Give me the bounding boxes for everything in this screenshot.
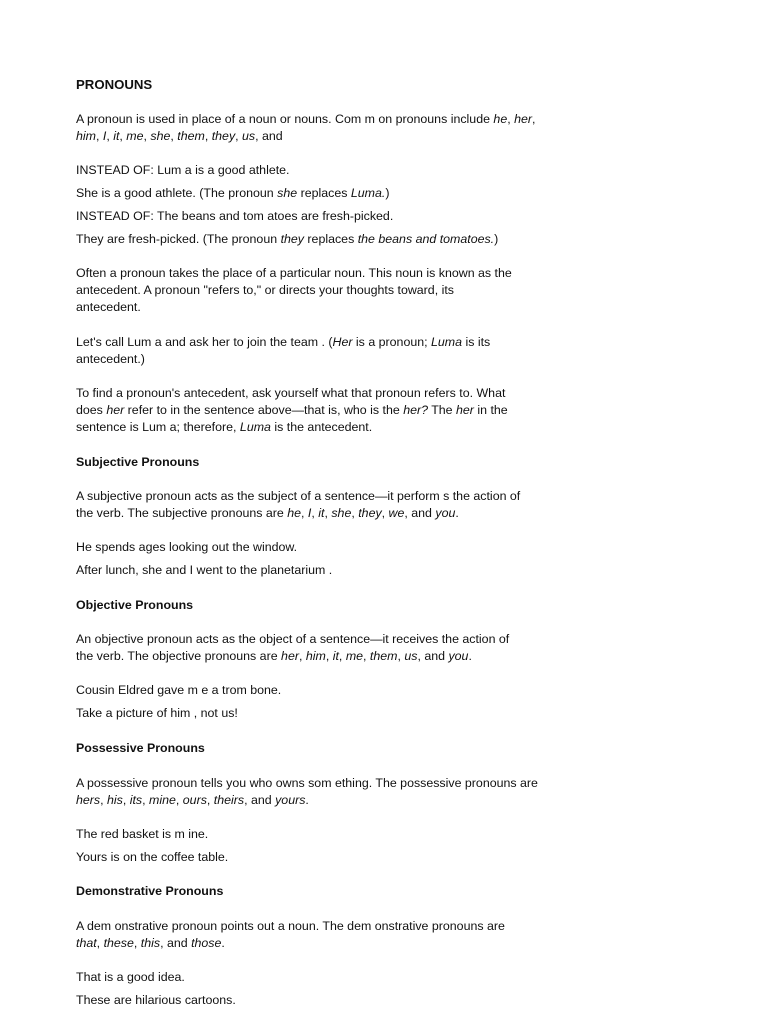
demonstrative-heading: Demonstrative Pronouns — [76, 884, 224, 898]
page-title: PRONOUNS — [76, 77, 153, 92]
intro-line-1: A pronoun is used in place of a noun or nouns. Com m on pronouns include he, her, — [76, 112, 536, 126]
subjective-example-2: After lunch, she and I went to the planetarium . — [76, 563, 333, 577]
subjective-line-1: A subjective pronoun acts as the subject of a sentence—it perform s the action of — [76, 489, 521, 503]
find-line-2: does her refer to in the sentence above—that is, who is the her? The her in the — [76, 403, 508, 417]
subjective-example-1: He spends ages looking out the window. — [76, 540, 298, 554]
call-line-2: antecedent.) — [76, 352, 145, 366]
subjective-heading: Subjective Pronouns — [76, 455, 200, 469]
call-line-1: Let's call Lum a and ask her to join the team . (Her is a pronoun; Luma is its — [76, 335, 491, 349]
objective-example-1: Cousin Eldred gave m e a trom bone. — [76, 683, 282, 697]
objective-example-2: Take a picture of him , not us! — [76, 706, 238, 720]
possessive-heading: Possessive Pronouns — [76, 741, 205, 755]
example-sentence-1: She is a good athlete. (The pronoun she replaces Luma.) — [76, 186, 390, 200]
demonstrative-example-2: These are hilarious cartoons. — [76, 993, 236, 1007]
intro-line-2: him, I, it, me, she, them, they, us, and — [76, 129, 283, 143]
objective-line-2: the verb. The objective pronouns are her, him, it, me, them, us, and you. — [76, 649, 472, 663]
find-line-3: sentence is Lum a; therefore, Luma is the antecedent. — [76, 420, 373, 434]
demonstrative-example-1: That is a good idea. — [76, 970, 185, 984]
antecedent-line-1: Often a pronoun takes the place of a particular noun. This noun is known as the — [76, 266, 512, 280]
objective-heading: Objective Pronouns — [76, 598, 194, 612]
possessive-line-2: hers, his, its, mine, ours, theirs, and yours. — [76, 793, 309, 807]
example-instead-1: INSTEAD OF: Lum a is a good athlete. — [76, 163, 290, 177]
possessive-example-1: The red basket is m ine. — [76, 827, 209, 841]
possessive-line-1: A possessive pronoun tells you who owns som ething. The possessive pronouns are — [76, 776, 538, 790]
antecedent-line-2: antecedent. A pronoun "refers to," or directs your thoughts toward, its — [76, 283, 454, 297]
demonstrative-line-2: that, these, this, and those. — [76, 936, 225, 950]
demonstrative-line-1: A dem onstrative pronoun points out a noun. The dem onstrative pronouns are — [76, 919, 505, 933]
objective-line-1: An objective pronoun acts as the object of a sentence—it receives the action of — [76, 632, 510, 646]
antecedent-line-3: antecedent. — [76, 300, 141, 314]
example-instead-2: INSTEAD OF: The beans and tom atoes are fresh-picked. — [76, 209, 394, 223]
find-line-1: To find a pronoun's antecedent, ask yourself what that pronoun refers to. What — [76, 386, 506, 400]
example-sentence-2: They are fresh-picked. (The pronoun they replaces the beans and tomatoes.) — [76, 232, 499, 246]
subjective-line-2: the verb. The subjective pronouns are he, I, it, she, they, we, and you. — [76, 506, 459, 520]
possessive-example-2: Yours is on the coffee table. — [76, 850, 229, 864]
